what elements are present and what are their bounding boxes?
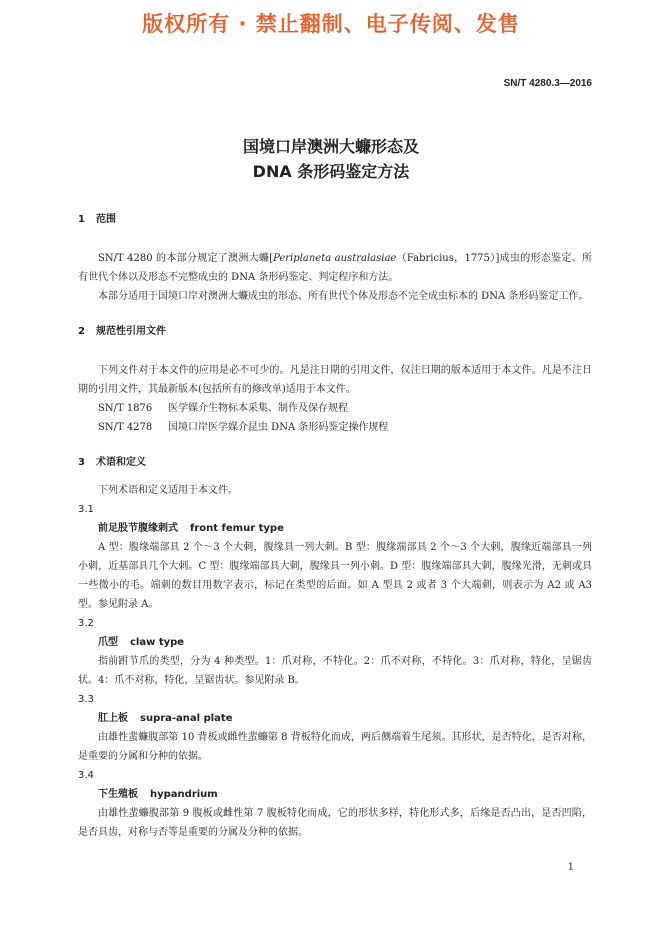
- term-number: 3.4: [78, 770, 94, 781]
- term-definition: 由雄性蜚蠊腹部第 9 腹板或雌性第 7 腹板特化而成，它的形状多样，特化形式多，后缘是否凸出，是否凹陷，是否具齿，对称与否等是重要的分属及分种的依据。: [78, 808, 592, 838]
- section-number: 1: [78, 214, 85, 225]
- section-title: 术语和定义: [96, 457, 146, 468]
- document-title: [0, 134, 662, 184]
- scope-text: SN/T 4280 的本部分规定了澳洲大蠊[: [98, 253, 274, 264]
- term-chinese: 下生殖板: [98, 789, 138, 800]
- term-heading: [78, 633, 592, 652]
- references-paragraph: 下列文件对于本文件的应用是必不可少的。凡是注日期的引用文件，仅注日期的版本适用于本文件。凡是不注日期的引用文件，其最新版本(包括所有的修改单)适用于本文件。: [78, 365, 592, 395]
- term-heading: [78, 785, 592, 804]
- copyright-watermark: 版权所有 · 禁止翻制、电子传阅、发售: [142, 12, 520, 36]
- species-name: Periplaneta australasiae: [273, 253, 397, 264]
- terms-intro: 下列术语和定义适用于本文件。: [98, 485, 238, 496]
- term-english: supra-anal plate: [140, 713, 233, 724]
- term-english: claw type: [130, 637, 185, 648]
- section-number: 3: [78, 457, 85, 468]
- document-body: [78, 210, 592, 842]
- document-number: SN/T 4280.3—2016: [503, 78, 592, 89]
- reference-title: 国境口岸医学媒介昆虫 DNA 条形码鉴定操作规程: [168, 422, 389, 433]
- term-heading: [78, 709, 592, 728]
- section-title: 范围: [96, 214, 116, 225]
- reference-title: 医学媒介生物标本采集、制作及保存规程: [168, 403, 348, 414]
- section-heading-normative-references: [78, 322, 592, 341]
- scope-paragraph-1: [78, 249, 592, 287]
- reference-item: [78, 418, 592, 437]
- section-title: 规范性引用文件: [96, 326, 166, 337]
- term-number: 3.1: [78, 504, 94, 515]
- term-heading: [78, 519, 592, 538]
- title-line-1: 国境口岸澳洲大蠊形态及: [242, 137, 419, 156]
- term-definition: A 型：腹缘端部具 2 个～3 个大刺，腹缘具一列大刺。B 型：腹缘端部具 2 个～3 个大刺，腹缘近端部具一列小刺，近基部具几个大刺。C 型：腹缘端部具大刺，腹缘具一列小刺。D 型：腹缘端部具大刺，腹缘光滑，无刺或具一些微小的毛。端刺的数目用数字表示，标记在类型的后面。如 A 型具 2 或者 3 个大端刺，则表示为 A2 或 A3 型。参见附录 A。: [78, 542, 592, 610]
- term-chinese: 前足股节腹缘刺式: [98, 523, 178, 534]
- term-english: hypandrium: [150, 789, 218, 800]
- reference-code: SN/T 1876: [98, 403, 153, 414]
- scope-text: （Fabricius，1775）]成虫的形态鉴定、所有世代个体以及形态不完整成虫的 DNA 条形码鉴定、判定程序和方法。: [78, 253, 592, 283]
- reference-item: [78, 399, 592, 418]
- term-chinese: 爪型: [98, 637, 118, 648]
- section-heading-scope: [78, 210, 592, 229]
- page-number: 1: [567, 862, 574, 873]
- scope-paragraph-2: 本部分适用于国境口岸对澳洲大蠊成虫的形态、所有世代个体及形态不完全成虫标本的 DNA 条形码鉴定工作。: [98, 291, 589, 302]
- term-english: front femur type: [190, 523, 284, 534]
- section-heading-terms: [78, 453, 592, 472]
- title-line-2: DNA 条形码鉴定方法: [252, 162, 410, 181]
- section-number: 2: [78, 326, 85, 337]
- reference-code: SN/T 4278: [98, 422, 153, 433]
- term-chinese: 肛上板: [98, 713, 128, 724]
- term-definition: 由雄性蜚蠊腹部第 10 背板或雌性蜚蠊第 8 背板特化而成，两后侧端着生尾须。其形状，是否特化，是否对称，是重要的分属和分种的依据。: [78, 732, 592, 762]
- term-number: 3.3: [78, 694, 94, 705]
- term-number: 3.2: [78, 618, 94, 629]
- term-definition: 指前跗节爪的类型，分为 4 种类型。1：爪对称，不特化。2：爪不对称，不特化。3：爪对称，特化，呈锯齿状。4：爪不对称，特化，呈锯齿状。参见附录 B。: [78, 656, 592, 686]
